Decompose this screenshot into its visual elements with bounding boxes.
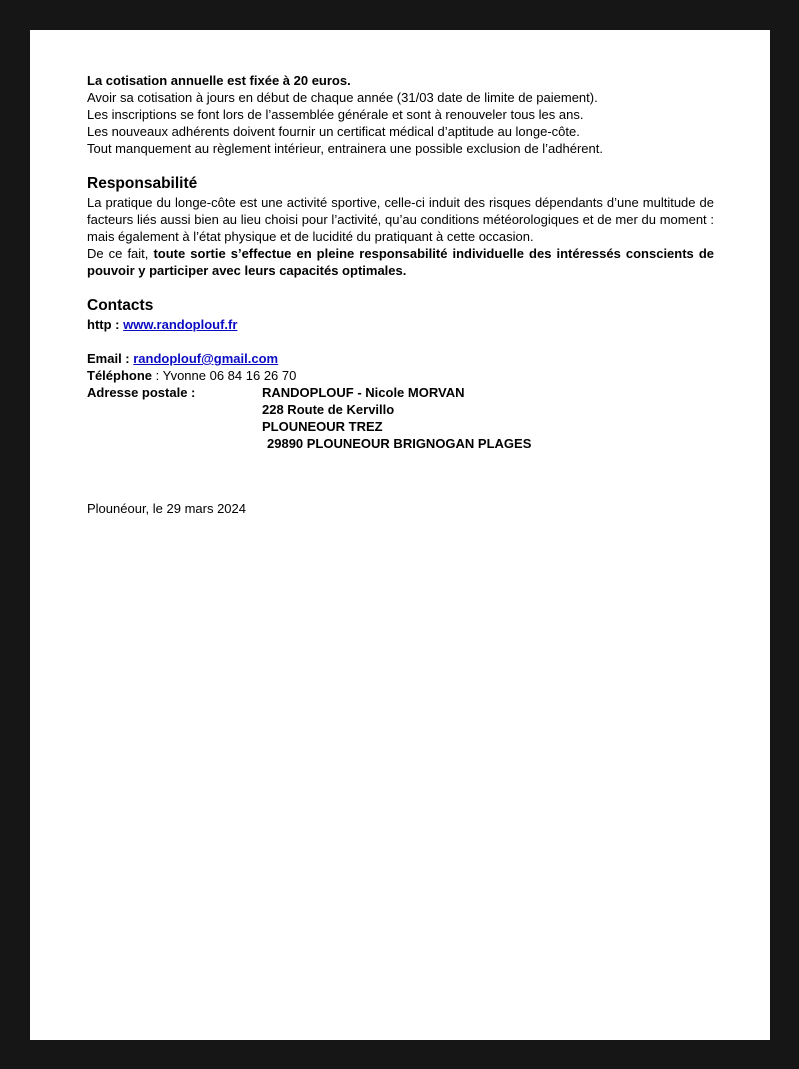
responsabilite-paragraph-2-bold: toute sortie s’effectue en pleine responsabilité individuelle des intéressés conscients de pouvoir y participer avec leurs capacités optimales. (87, 246, 714, 278)
cotisation-line-1: La cotisation annuelle est fixée à 20 euros. (87, 73, 351, 88)
responsabilite-paragraph-2-normal: De ce fait, (87, 246, 154, 261)
postal-address-line-2: 228 Route de Kervillo (262, 402, 395, 417)
cotisation-line-3: Les inscriptions se font lors de l’assemblée générale et sont à renouveler tous les ans. (87, 107, 584, 122)
cotisation-line-2: Avoir sa cotisation à jours en début de chaque année (31/03 date de limite de paiement). (87, 90, 598, 105)
phone-label: Téléphone (87, 368, 153, 383)
date-line: Plounéour, le 29 mars 2024 (87, 501, 246, 516)
spacer (87, 452, 714, 500)
cotisation-section (87, 72, 714, 157)
postal-address-row (87, 384, 714, 452)
phone-line (87, 367, 714, 384)
website-line (87, 316, 714, 333)
phone-value: : Yvonne 06 84 16 26 70 (152, 368, 297, 383)
cotisation-line-4: Les nouveaux adhérents doivent fournir un certificat médical d’aptitude au longe-côte. (87, 124, 580, 139)
cotisation-line-5: Tout manquement au règlement intérieur, entrainera une possible exclusion de l’adhérent. (87, 141, 603, 156)
postal-address-line-3: PLOUNEOUR TREZ (262, 419, 383, 434)
postal-address-line-1: RANDOPLOUF - Nicole MORVAN (262, 385, 465, 400)
spacer (87, 333, 714, 350)
postal-address-label: Adresse postale : (87, 385, 196, 400)
http-label: http : (87, 317, 124, 332)
website-link[interactable]: www.randoplouf.fr (123, 317, 238, 332)
responsabilite-paragraph-2 (87, 245, 714, 279)
responsabilite-section (87, 174, 714, 279)
postal-address-lines (262, 384, 531, 452)
contacts-heading: Contacts (87, 297, 154, 314)
spacer (87, 157, 714, 174)
email-label: Email : (87, 351, 134, 366)
spacer (87, 279, 714, 296)
postal-address-line-4: 29890 PLOUNEOUR BRIGNOGAN PLAGES (267, 436, 532, 451)
responsabilite-heading: Responsabilité (87, 175, 198, 192)
email-line (87, 350, 714, 367)
document-page (30, 30, 770, 1040)
responsabilite-paragraph-1: La pratique du longe-côte est une activité sportive, celle-ci induit des risques dépendants d’une multitude de facteurs liés aussi bien au lieu choisi pour l’activité, qu’au conditions météorologiques et de mer du moment : mais également à l’état physique et de lucidité du pratiquant à cette occasion. (87, 195, 714, 244)
contacts-section (87, 296, 714, 452)
email-link[interactable]: randoplouf@gmail.com (133, 351, 279, 366)
